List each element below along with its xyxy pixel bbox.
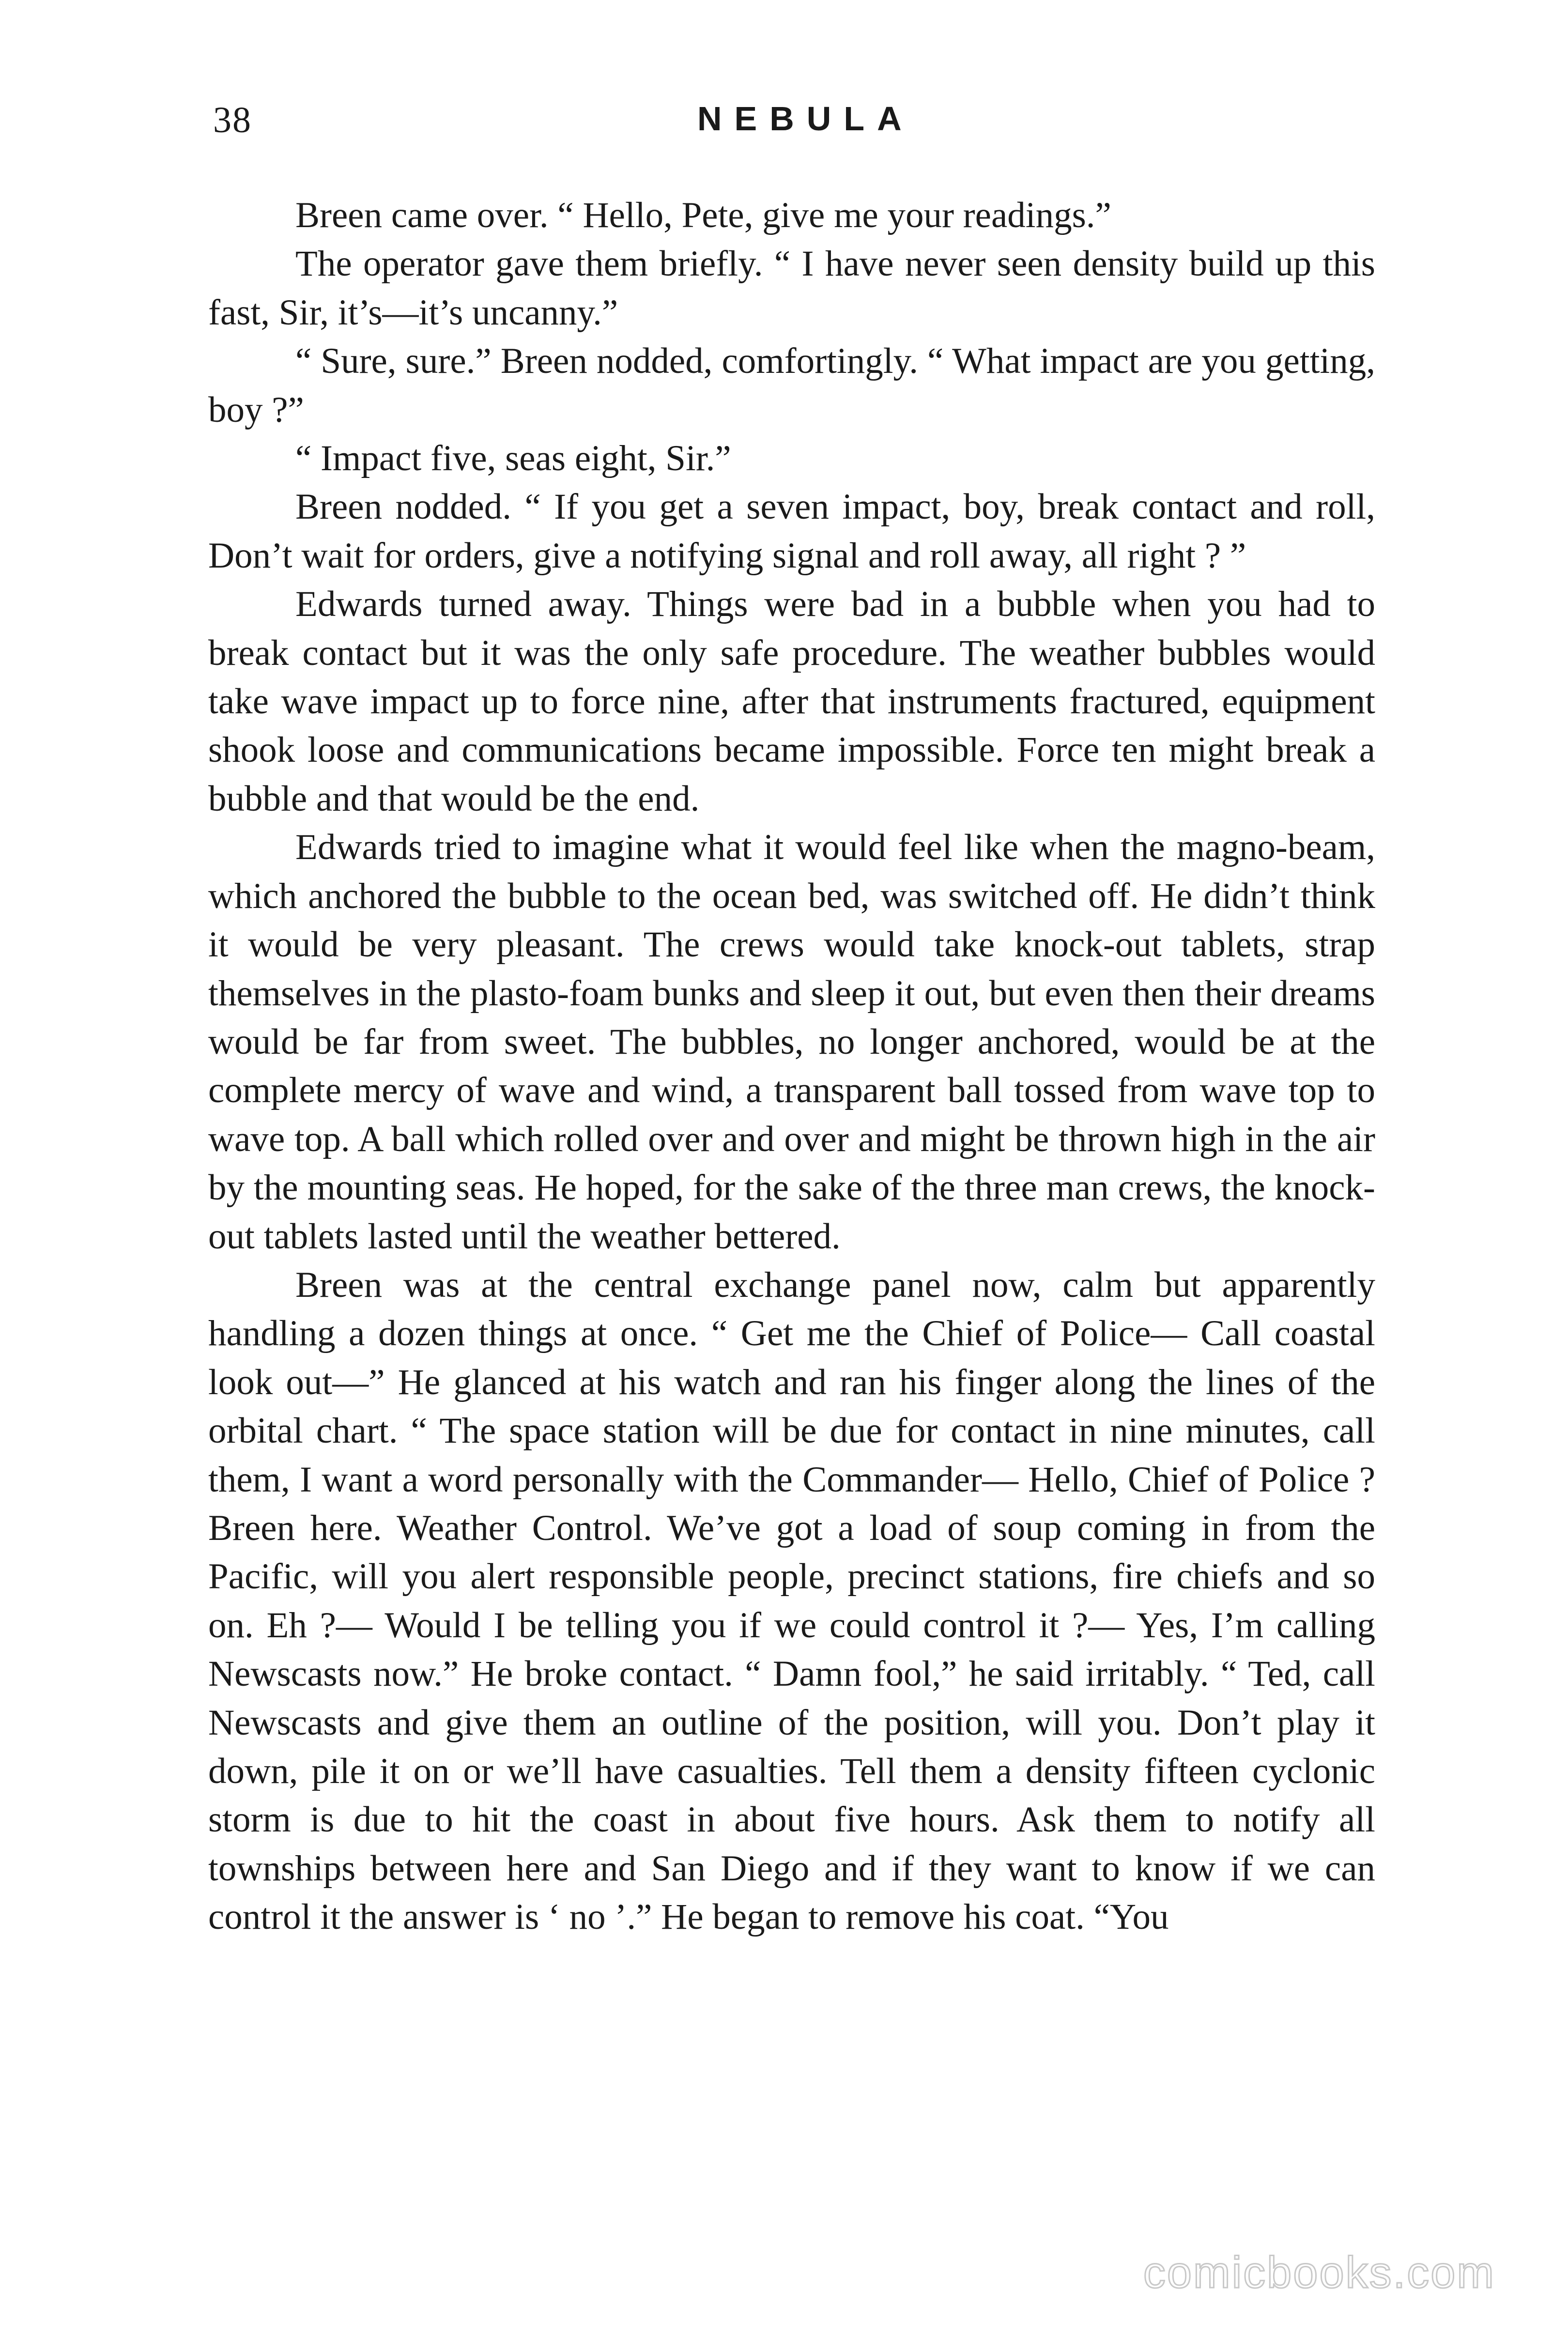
running-title: NEBULA: [697, 100, 914, 138]
paragraph: Edwards tried to imagine what it would feel like when the magno-beam, which anchored the bubble to the ocean bed, was switched off. He didn’t think it would be very pleasant. The crews would take knock-out tablets, strap themselves in the plasto-foam bunks and sleep it out, but even then their dreams would be far from sweet. The bubbles, no longer anchored, would be at the complete mercy of wave and wind, a transparent ball tossed from wave top to wave top. A ball which rolled over and over and might be thrown high in the air by the mounting seas. He hoped, for the sake of the three man crews, the knock-out tablets lasted until the weather bettered.: [208, 827, 1375, 1257]
paragraph: Breen was at the central exchange panel now, calm but apparently handling a dozen things at once. “ Get me the Chief of Police— Call coastal look out—” He glanced at his watch and ran his finger along the lines of the orbital chart. “ The space station will be due for contact in nine minutes, call them, I want a word personally with the Commander— Hello, Chief of Police ? Breen here. Weather Control. We’ve got a load of soup coming in from the Pacific, will you alert responsible people, precinct stations, fire chiefs and so on. Eh ?— Would I be telling you if we could control it ?— Yes, I’m calling Newscasts now.” He broke contact. “ Damn fool,” he said irritably. “ Ted, call Newscasts and give them an outline of the position, will you. Don’t play it down, pile it on or we’ll have casualties. Tell them a density fifteen cyclonic storm is due to hit the coast in about five hours. Ask them to notify all townships between here and San Diego and if they want to know if we can control it the answer is ‘ no ’.” He began to remove his coat. “You: [208, 1264, 1375, 1937]
body-text: [208, 191, 1375, 1942]
page-header: [213, 99, 1375, 153]
paragraph: The operator gave them briefly. “ I have never seen density build up this fast, Sir, it’s—it’s uncanny.”: [208, 244, 1375, 333]
watermark: comicbooks.com: [1143, 2248, 1495, 2297]
paragraph: Edwards turned away. Things were bad in a bubble when you had to break contact but it was the only safe procedure. The weather bubbles would take wave impact up to force nine, after that instruments fractured, equipment shook loose and communications became impossible. Force ten might break a bubble and that would be the end.: [208, 584, 1375, 819]
paragraph: “ Impact five, seas eight, Sir.”: [295, 438, 731, 479]
paragraph: Breen nodded. “ If you get a seven impact, boy, break contact and roll, Don’t wait for orders, give a notifying signal and roll away, all right ? ”: [208, 487, 1375, 576]
paragraph: “ Sure, sure.” Breen nodded, comfortingly. “ What impact are you getting, boy ?”: [208, 341, 1375, 430]
paragraph: Breen came over. “ Hello, Pete, give me your readings.”: [295, 195, 1111, 235]
page-number: 38: [213, 100, 252, 140]
